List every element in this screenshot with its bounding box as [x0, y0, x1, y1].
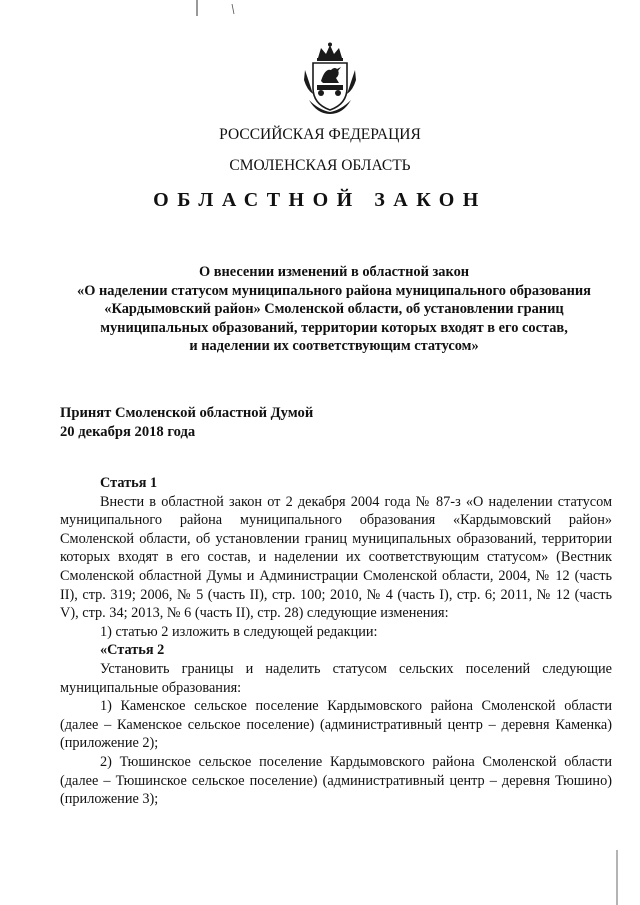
heading-line: О внесении изменений в областной закон — [198, 264, 470, 280]
heading-line: «Кардымовский район» Смоленской области, об установлении границ — [104, 301, 564, 318]
region-name: СМОЛЕНСКАЯ ОБЛАСТЬ — [229, 157, 411, 174]
article-2-title: «Статья 2 — [100, 642, 165, 659]
heading-line: муниципальных образований, территории которых входят в его состав, — [100, 319, 568, 336]
coat-of-arms-emblem — [301, 42, 359, 114]
heading-line: «О наделении статусом муниципального района муниципального образования — [77, 282, 591, 299]
article-1-text: Внести в областной закон от 2 декабря 2004 года № 87-з «О наделении статусом муниципального района муниципального образования «Кардымовский район» Смоленской области, об установлении границ муниципальных образований, территории которых входят в его состав, и наделении их соответствующим статусом» (Вестник Смоленской областной Думы и Администрации Смоленской области, 2004, № 12 (часть II), стр. 319; 2006, № 5 (часть II), стр. 100; 2010, № 4 (часть I), стр. 6; 2011, № 12 (часть V), стр. 34; 2013, № 6 (часть II), стр. 28) следующие изменения: — [60, 493, 612, 622]
law-body — [60, 474, 612, 809]
settlement-item-1: 1) Каменское сельское поселение Кардымовского района Смоленской области (далее – Каменское сельское поселение) (административный центр – деревня Каменка) (приложение 2); — [60, 698, 612, 752]
amendment-item-1: 1) статью 2 изложить в следующей редакции: — [100, 623, 378, 640]
heading-line: и наделении их соответствующим статусом» — [189, 338, 479, 355]
law-heading — [40, 263, 628, 356]
adoption-info — [60, 404, 313, 442]
country-name: РОССИЙСКАЯ ФЕДЕРАЦИЯ — [219, 126, 421, 143]
law-type-title: ОБЛАСТНОЙ ЗАКОН — [153, 189, 487, 211]
article-2-text: Установить границы и наделить статусом сельских поселений следующие муниципальные образования: — [60, 660, 612, 696]
adopted-date: 20 декабря 2018 года — [60, 424, 196, 440]
adopted-by: Принят Смоленской областной Думой — [60, 405, 314, 421]
settlement-item-2: 2) Тюшинское сельское поселение Кардымовского района Смоленской области (далее – Тюшинское сельское поселение) (административный центр – деревня Тюшино) (приложение 3); — [60, 753, 612, 808]
article-1-title: Статья 1 — [100, 475, 158, 491]
